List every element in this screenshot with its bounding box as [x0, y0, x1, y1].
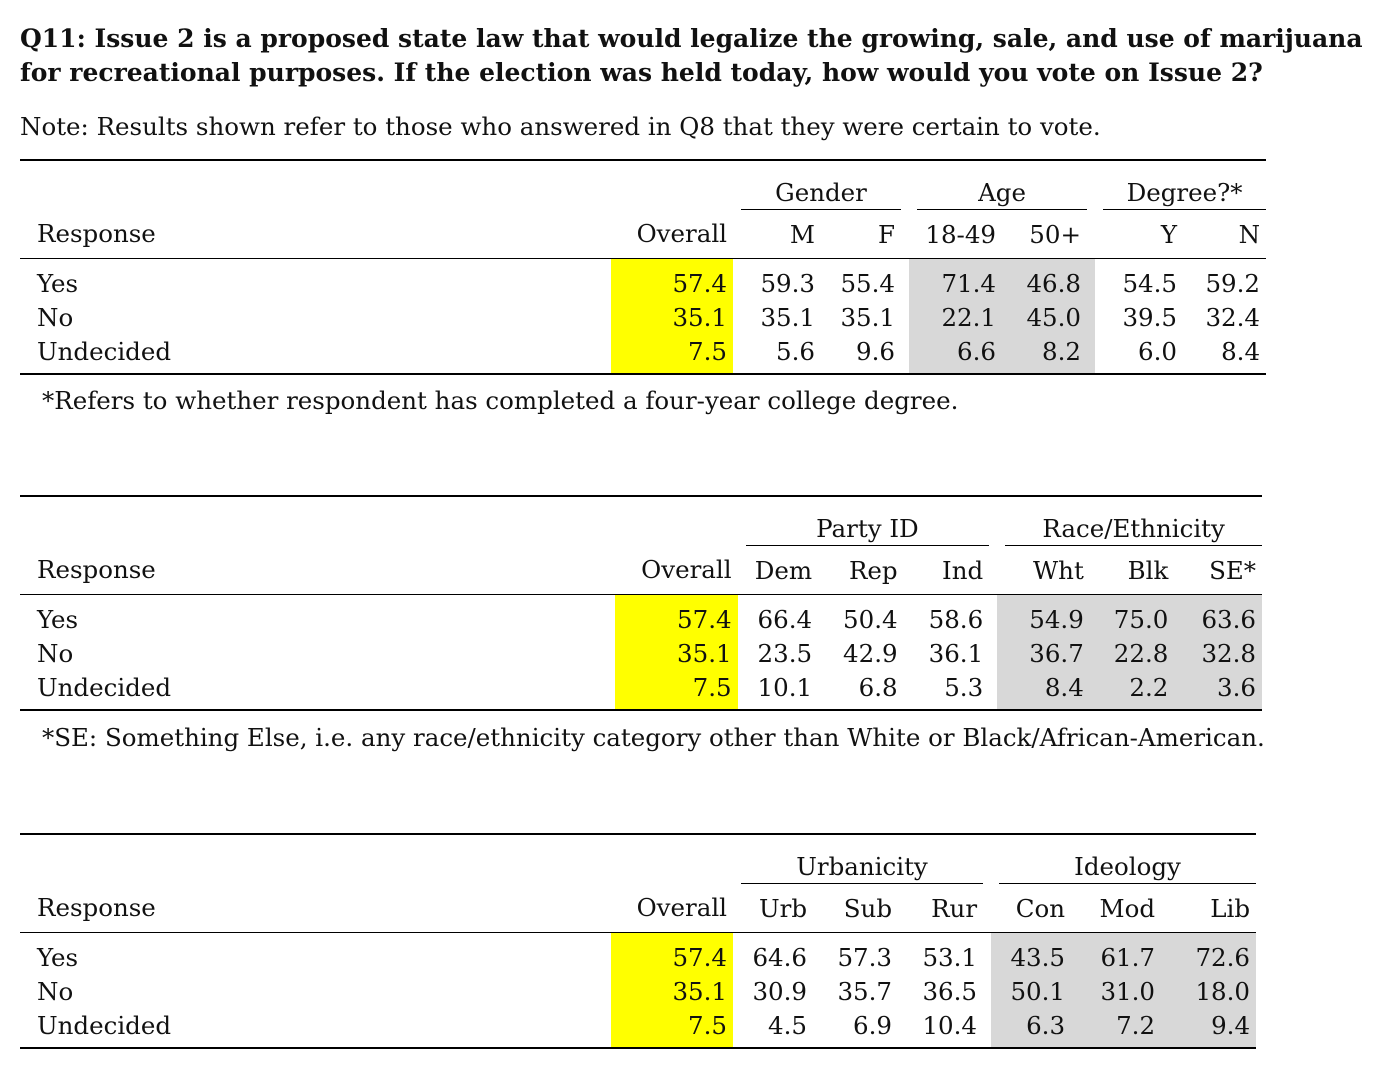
table-row — [20, 335, 1266, 374]
crosstab-urbanicity-ideology — [20, 833, 1256, 1049]
overall-header: Overall — [636, 219, 727, 249]
overall-cell: 7.5 — [611, 1009, 733, 1048]
table-row — [20, 637, 1262, 671]
row-label: Undecided — [37, 673, 172, 702]
table-cell: 54.9 — [1005, 595, 1090, 638]
table-cell: 72.6 — [1161, 933, 1256, 976]
table-cell: 32.8 — [1174, 637, 1262, 671]
table-row — [20, 671, 1262, 710]
table-cell: 57.3 — [837, 943, 892, 972]
row-label: Yes — [37, 943, 79, 972]
table-cell: 39.5 — [1122, 303, 1178, 332]
table-cell: 32.4 — [1205, 303, 1261, 332]
response-header: Response — [37, 555, 156, 585]
table-cell: 36.5 — [922, 977, 978, 1006]
table-cell: 22.1 — [917, 301, 1002, 335]
table-cell: 10.4 — [922, 1011, 978, 1040]
col-header: Con — [1015, 893, 1066, 923]
col-header: SE* — [1209, 555, 1256, 585]
table-cell: 50.4 — [843, 605, 898, 634]
table-cell: 66.4 — [757, 605, 813, 634]
table-cell: 59.2 — [1205, 269, 1261, 298]
table-cell: 43.5 — [999, 933, 1071, 976]
table-cell: 6.6 — [917, 335, 1002, 374]
table-row — [20, 933, 1256, 976]
table-cell: 63.6 — [1174, 595, 1262, 638]
overall-cell: 57.4 — [615, 595, 738, 638]
row-label: No — [37, 977, 74, 1006]
table-cell: 2.2 — [1090, 671, 1175, 710]
col-header: Dem — [754, 555, 813, 585]
table-cell: 42.9 — [843, 639, 898, 668]
col-header: F — [878, 219, 895, 249]
row-label: Undecided — [37, 337, 172, 366]
group-header-urbanicity: Urbanicity — [741, 834, 983, 884]
col-header: Ind — [942, 555, 984, 585]
col-header: Y — [1160, 219, 1178, 249]
table-cell: 71.4 — [917, 259, 1002, 302]
table-cell: 35.7 — [837, 977, 892, 1006]
crosstab-gender-age-degree — [20, 159, 1266, 375]
response-header: Response — [37, 893, 156, 923]
table-cell: 50.1 — [999, 975, 1071, 1009]
table-cell: 61.7 — [1071, 933, 1161, 976]
row-label: No — [37, 303, 74, 332]
group-header-gender: Gender — [741, 160, 901, 210]
table-cell: 31.0 — [1071, 975, 1161, 1009]
table-cell: 54.5 — [1122, 269, 1178, 298]
table-cell: 59.3 — [760, 269, 815, 298]
table-cell: 3.6 — [1174, 671, 1262, 710]
table-cell: 46.8 — [1002, 259, 1087, 302]
group-header-ideology: Ideology — [999, 834, 1256, 884]
table-cell: 23.5 — [757, 639, 813, 668]
col-header: Rur — [931, 893, 978, 923]
table-row — [20, 1009, 1256, 1048]
overall-cell: 7.5 — [611, 335, 733, 374]
overall-cell: 7.5 — [615, 671, 738, 710]
table-cell: 53.1 — [922, 943, 978, 972]
table-row — [20, 595, 1262, 638]
table-cell: 36.7 — [1005, 637, 1090, 671]
table-cell: 5.6 — [776, 337, 815, 366]
table-cell: 30.9 — [752, 977, 807, 1006]
table-cell: 8.4 — [1221, 337, 1261, 366]
overall-cell: 57.4 — [611, 259, 733, 302]
table-row — [20, 301, 1266, 335]
group-header-degree: Degree?* — [1103, 160, 1266, 210]
table-cell: 22.8 — [1090, 637, 1175, 671]
group-header-race: Race/Ethnicity — [1005, 496, 1262, 546]
table-cell: 35.1 — [760, 303, 815, 332]
table-cell: 18.0 — [1161, 975, 1256, 1009]
group-header-party: Party ID — [746, 496, 990, 546]
row-label: Yes — [37, 269, 79, 298]
crosstab-party-race — [20, 495, 1262, 711]
table-cell: 6.9 — [853, 1011, 892, 1040]
table-cell: 8.2 — [1002, 335, 1087, 374]
row-label: Undecided — [37, 1011, 172, 1040]
overall-cell: 35.1 — [615, 637, 738, 671]
table-row — [20, 975, 1256, 1009]
table-cell: 9.6 — [856, 337, 895, 366]
table-cell: 10.1 — [757, 673, 813, 702]
footnote-degree: *Refers to whether respondent has completed a four-year college degree. — [42, 386, 959, 415]
table-cell: 36.1 — [928, 639, 984, 668]
table-cell: 64.6 — [752, 943, 807, 972]
overall-header: Overall — [641, 555, 732, 585]
col-header: N — [1238, 219, 1261, 249]
table-cell: 4.5 — [768, 1011, 807, 1040]
note-text: Note: Results shown refer to those who answered in Q8 that they were certain to vote. — [20, 112, 1101, 141]
overall-cell: 57.4 — [611, 933, 733, 976]
table-cell: 9.4 — [1161, 1009, 1256, 1048]
question-title: Q11: Issue 2 is a proposed state law that would legalize the growing, sale, and use of marijuana for recreational purposes. If the election was held today, how would you vote on Issue 2? — [20, 24, 1363, 87]
row-label: Yes — [37, 605, 79, 634]
col-header: Lib — [1210, 893, 1251, 923]
row-label: No — [37, 639, 74, 668]
table-row — [20, 259, 1266, 302]
response-header: Response — [37, 219, 156, 249]
table-cell: 55.4 — [840, 269, 895, 298]
overall-header: Overall — [636, 893, 727, 923]
col-header: Sub — [843, 893, 892, 923]
group-header-age: Age — [917, 160, 1087, 210]
col-header: 18-49 — [925, 219, 996, 249]
table-cell: 75.0 — [1090, 595, 1175, 638]
col-header: Mod — [1099, 893, 1156, 923]
table-cell: 35.1 — [840, 303, 895, 332]
table-cell: 5.3 — [944, 673, 984, 702]
table-cell: 7.2 — [1071, 1009, 1161, 1048]
footnote-race: *SE: Something Else, i.e. any race/ethnicity category other than White or Black/African-American. — [42, 723, 1265, 752]
col-header: M — [789, 219, 815, 249]
col-header: Blk — [1127, 555, 1169, 585]
overall-cell: 35.1 — [611, 301, 733, 335]
col-header: 50+ — [1029, 219, 1082, 249]
col-header: Rep — [848, 555, 898, 585]
table-cell: 45.0 — [1002, 301, 1087, 335]
table-cell: 6.3 — [999, 1009, 1071, 1048]
table-cell: 6.8 — [858, 673, 898, 702]
table-cell: 6.0 — [1138, 337, 1178, 366]
col-header: Urb — [758, 893, 807, 923]
col-header: Wht — [1033, 555, 1084, 585]
overall-cell: 35.1 — [611, 975, 733, 1009]
table-cell: 58.6 — [928, 605, 984, 634]
table-cell: 8.4 — [1005, 671, 1090, 710]
